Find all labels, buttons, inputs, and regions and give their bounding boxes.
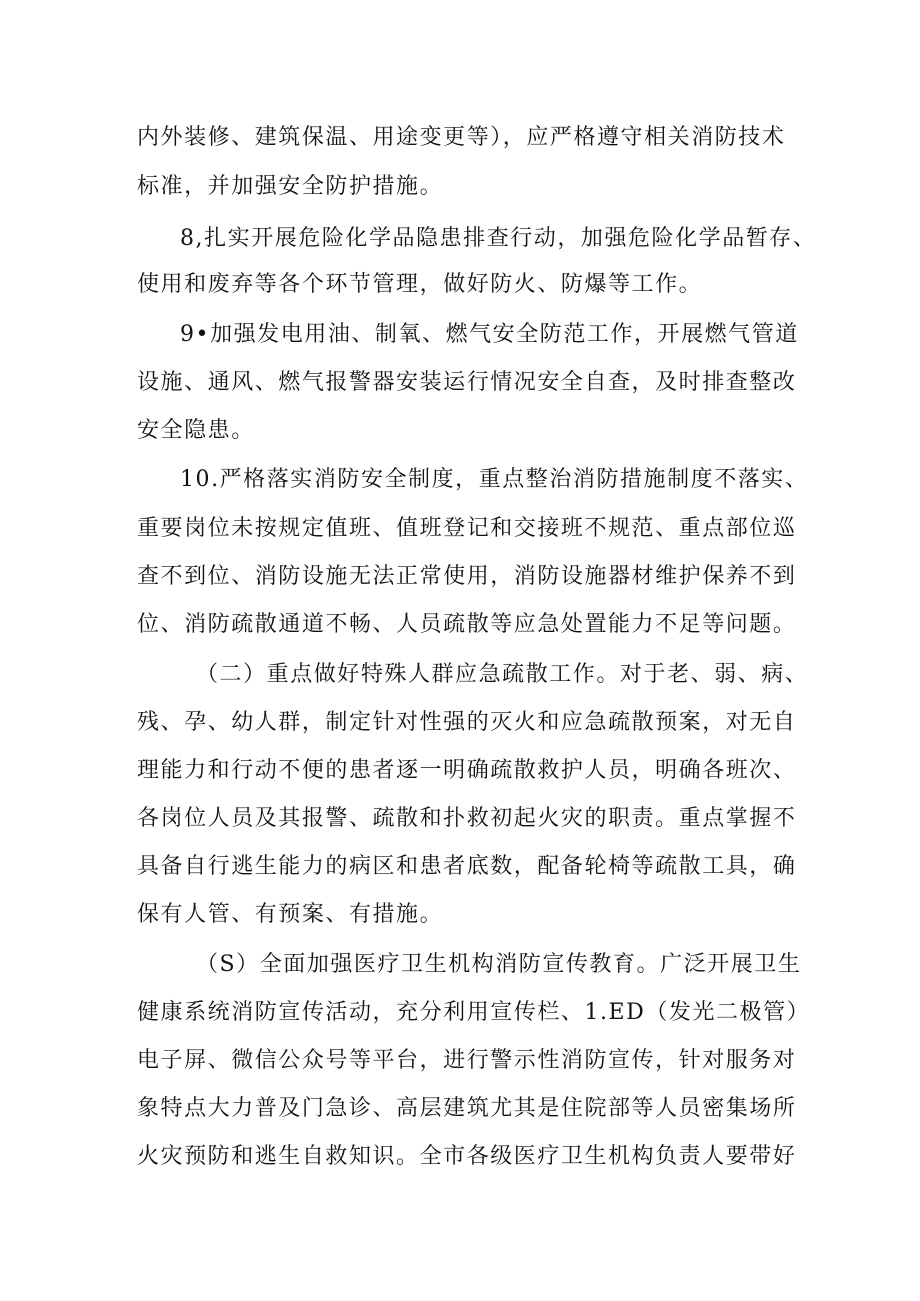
- paragraph-line: 设施、通风、燃气报警器安装运行情况安全自查，及时排查整改: [137, 370, 797, 395]
- paragraph-line: 象特点大力普及门急诊、高层建筑尤其是住院部等人员密集场所: [137, 1096, 797, 1121]
- paragraph-line: 标准，并加强安全防护措施。: [137, 174, 444, 199]
- paragraph-line: 保有人管、有预案、有措施。: [137, 902, 444, 927]
- paragraph-line: 健康系统消防宣传活动，充分利用宣传栏、1.ED（发光二极管）: [137, 1000, 811, 1025]
- paragraph-line: 位、消防疏散通道不畅、人员疏散等应急处置能力不足等问题。: [137, 612, 797, 637]
- paragraph-line: 具备自行逃生能力的病区和患者底数，配备轮椅等疏散工具，确: [137, 854, 797, 879]
- paragraph-line: 9•加强发电用油、制氧、燃气安全防范工作，开展燃气管道: [180, 322, 799, 347]
- paragraph-line: 使用和废弃等各个环节管理，做好防火、防爆等工作。: [137, 272, 703, 297]
- paragraph-line: 8,扎实开展危险化学品隐患排查行动，加强危险化学品暂存、: [180, 226, 817, 251]
- paragraph-line: 各岗位人员及其报警、疏散和扑救初起火灾的职责。重点掌握不: [137, 806, 797, 831]
- paragraph-line: 10.严格落实消防安全制度，重点整治消防措施制度不落实、: [180, 467, 809, 492]
- paragraph-line: 内外装修、建筑保温、用途变更等），应严格遵守相关消防技术: [137, 125, 786, 150]
- paragraph-line: 电子屏、微信公众号等平台，进行警示性消防宣传，针对服务对: [137, 1048, 797, 1073]
- paragraph-line: 查不到位、消防设施无法正常使用，消防设施器材维护保养不到: [137, 564, 797, 589]
- paragraph-line: 残、孕、幼人群，制定针对性强的灭火和应急疏散预案，对无自: [137, 710, 797, 735]
- paragraph-line: 火灾预防和逃生自救知识。全市各级医疗卫生机构负责人要带好: [137, 1144, 797, 1169]
- paragraph-line: （S）全面加强医疗卫生机构消防宣传教育。广泛开展卫生: [196, 952, 802, 977]
- paragraph-line: （二）重点做好特殊人群应急疏散工作。对于老、弱、病、: [196, 662, 809, 687]
- paragraph-line: 重要岗位未按规定值班、值班登记和交接班不规范、重点部位巡: [137, 516, 797, 541]
- paragraph-line: 安全隐患。: [137, 418, 255, 443]
- paragraph-line: 理能力和行动不便的患者逐一明确疏散救护人员，明确各班次、: [137, 758, 797, 783]
